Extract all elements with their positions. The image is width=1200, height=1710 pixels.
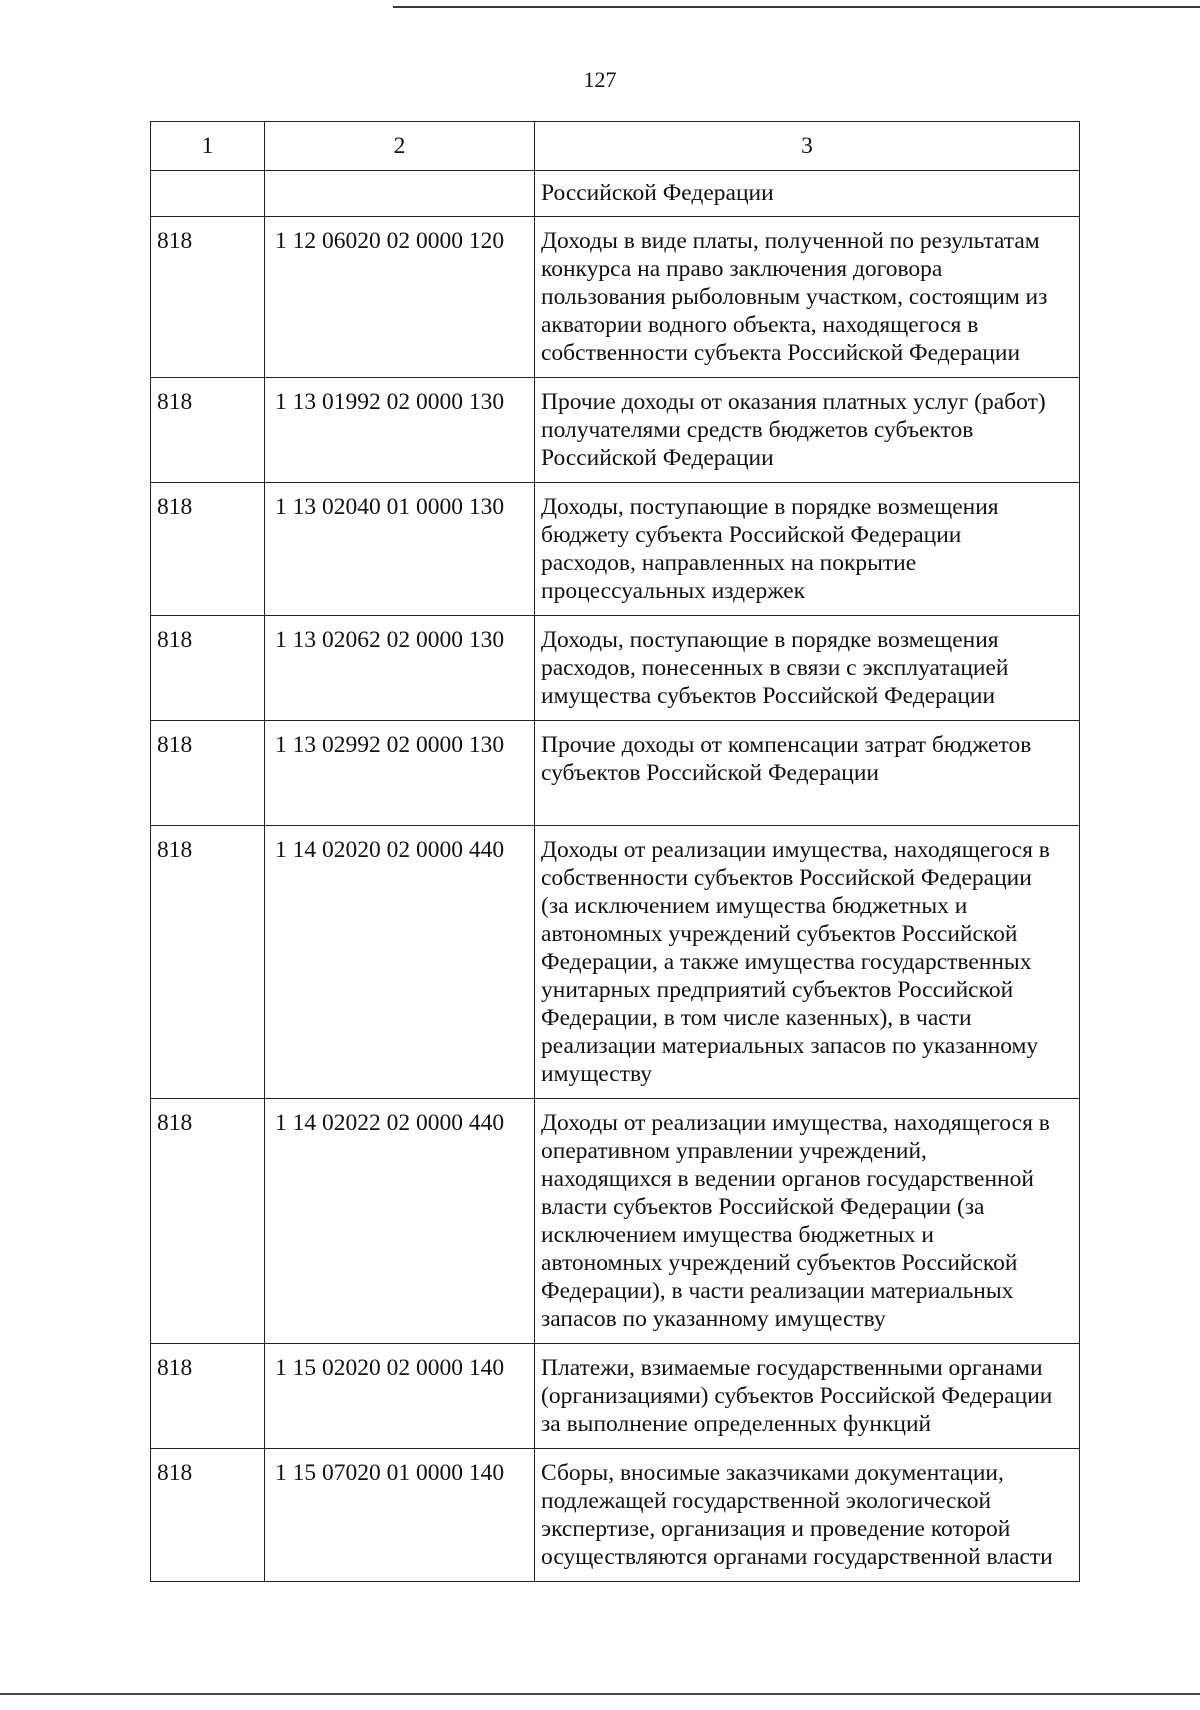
table-row (151, 217, 1080, 378)
column-header-2: 2 (265, 122, 535, 171)
revenue-name-text: Платежи, взимаемые государственными органами (организациями) субъектов Российской Федерации за выполнение определенных функций (541, 1355, 1053, 1437)
column-number-row (151, 122, 1080, 171)
revenue-name-text: Доходы, поступающие в порядке возмещения бюджету субъекта Российской Федерации расходов, направленных на покрытие процессуальных издержек (541, 494, 999, 604)
table-row (151, 616, 1080, 721)
revenue-name-cell (535, 721, 1080, 826)
revenue-name-text: Доходы в виде платы, полученной по результатам конкурса на право заключения договора пользования рыболовным участком, состоящим из акватории водного объекта, находящегося в собственности субъекта Российской Федерации (541, 228, 1048, 366)
admin-code-cell: 818 (151, 378, 265, 483)
table-row (151, 826, 1080, 1099)
table-body (151, 122, 1080, 1582)
kbk-code-cell: 1 13 02992 02 0000 130 (265, 721, 535, 826)
table-row (151, 483, 1080, 616)
revenue-name-text: Доходы, поступающие в порядке возмещения расходов, понесенных в связи с эксплуатацией имущества субъектов Российской Федерации (541, 627, 1009, 709)
revenue-name-text: Прочие доходы от компенсации затрат бюджетов субъектов Российской Федерации (541, 732, 1032, 786)
page-number: 127 (583, 67, 617, 92)
admin-code-cell (151, 171, 265, 217)
table-row (151, 721, 1080, 826)
admin-code-cell: 818 (151, 826, 265, 1099)
admin-code-cell: 818 (151, 217, 265, 378)
revenue-name-cell (535, 378, 1080, 483)
kbk-code-cell: 1 13 01992 02 0000 130 (265, 378, 535, 483)
top-rule (393, 6, 1200, 8)
admin-code-cell: 818 (151, 1099, 265, 1344)
kbk-code-cell: 1 13 02062 02 0000 130 (265, 616, 535, 721)
revenue-name-cell (535, 483, 1080, 616)
revenue-name-text: Доходы от реализации имущества, находящегося в оперативном управлении учреждений, находящихся в ведении органов государственной власти субъектов Российской Федерации (за исключением имущества бюджетных и автономных учреждений субъектов Российской Федерации), в части реализации материальных запасов по указанному имуществу (541, 1110, 1050, 1332)
revenue-name-text: Российской Федерации (541, 180, 774, 206)
admin-code-cell: 818 (151, 1344, 265, 1449)
admin-code-cell: 818 (151, 616, 265, 721)
revenue-name-text: Сборы, вносимые заказчиками документации, подлежащей государственной экологической экспертизе, организация и проведение которой осуществляются органами государственной власти (541, 1460, 1053, 1570)
table-row (151, 1099, 1080, 1344)
revenue-name-cell (535, 217, 1080, 378)
revenue-codes-table (150, 121, 1080, 1582)
kbk-code-cell: 1 12 06020 02 0000 120 (265, 217, 535, 378)
kbk-code-cell: 1 15 07020 01 0000 140 (265, 1449, 535, 1582)
column-header-3: 3 (535, 122, 1080, 171)
admin-code-cell: 818 (151, 483, 265, 616)
kbk-code-cell (265, 171, 535, 217)
revenue-name-cell (535, 616, 1080, 721)
table-row (151, 378, 1080, 483)
kbk-code-cell: 1 13 02040 01 0000 130 (265, 483, 535, 616)
revenue-name-cell (535, 826, 1080, 1099)
continuation-row (151, 171, 1080, 217)
kbk-code-cell: 1 14 02020 02 0000 440 (265, 826, 535, 1099)
revenue-name-text: Прочие доходы от оказания платных услуг (работ) получателями средств бюджетов субъектов Российской Федерации (541, 389, 1046, 471)
table-row (151, 1344, 1080, 1449)
table-row (151, 1449, 1080, 1582)
revenue-name-cell (535, 1344, 1080, 1449)
admin-code-cell: 818 (151, 1449, 265, 1582)
revenue-name-cell (535, 1449, 1080, 1582)
kbk-code-cell: 1 15 02020 02 0000 140 (265, 1344, 535, 1449)
revenue-name-cell (535, 171, 1080, 217)
column-header-1: 1 (151, 122, 265, 171)
bottom-rule (0, 1693, 1200, 1695)
revenue-name-text: Доходы от реализации имущества, находящегося в собственности субъектов Российской Федерации (за исключением имущества бюджетных и автономных учреждений субъектов Российской Федерации, а также имущества государственных унитарных предприятий субъектов Российской Федерации, в том числе казенных), в части реализации материальных запасов по указанному имуществу (541, 837, 1050, 1087)
revenue-name-cell (535, 1099, 1080, 1344)
admin-code-cell: 818 (151, 721, 265, 826)
kbk-code-cell: 1 14 02022 02 0000 440 (265, 1099, 535, 1344)
